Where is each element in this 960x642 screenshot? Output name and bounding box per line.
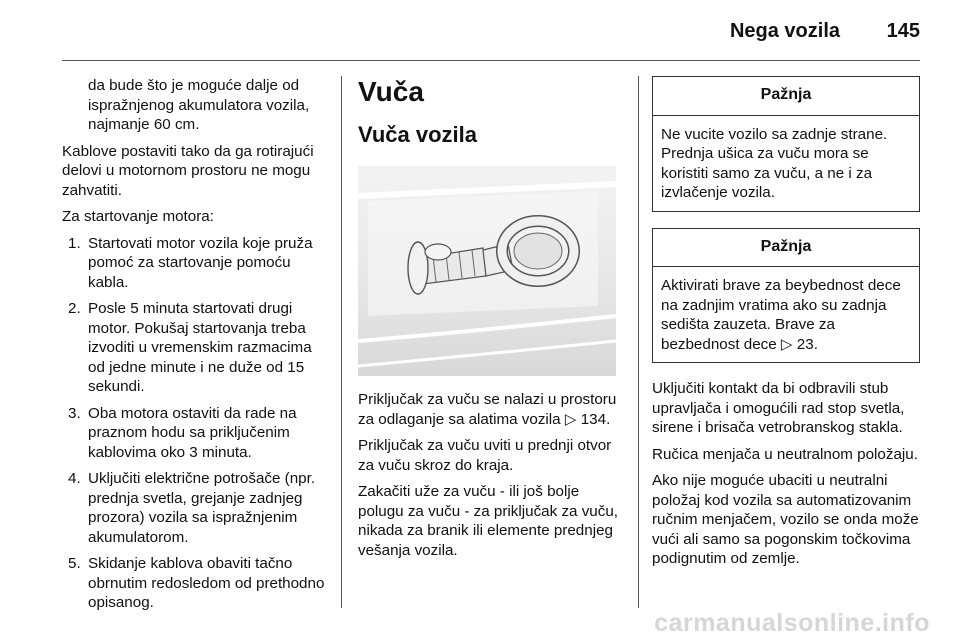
section-title: Nega vozila: [729, 20, 840, 42]
warning-box: [652, 76, 920, 212]
column-divider-left: [341, 76, 342, 608]
list-item: [62, 469, 330, 547]
intro-text: da bude što je moguće dalje od ispražnjenog akumulatora vozila, najmanje 60 cm.: [88, 77, 310, 133]
list-item: [62, 234, 330, 293]
list-item: [62, 299, 330, 397]
warning-title: Pažnja: [653, 229, 919, 268]
list-item: [62, 554, 330, 613]
right-column: [652, 76, 920, 576]
start-steps-list: [62, 234, 330, 613]
watermark: carmanualsonline.info: [654, 609, 930, 637]
middle-column: [358, 76, 626, 567]
step-text: Startovati motor vozila koje pruža pomoć za startovanje pomoću kabla.: [88, 234, 313, 291]
column-divider-right: [638, 76, 639, 608]
paragraph-tow-install: Priključak za vuču uviti u prednji otvor za vuču skroz do kraja.: [358, 437, 612, 474]
step-text: Oba motora ostaviti da rade na praznom hodu sa priključenim kablovima oko 3 minuta.: [88, 404, 297, 461]
step-number: 2.: [68, 300, 81, 317]
paragraph-automated-gearbox: Ako nije moguće ubaciti u neutralni položaj kod vozila sa automatizovanim ručnim menjačem, vozilo se onda može vući ali samo sa pogonskim točkovima podignutim od zemlje.: [652, 472, 919, 567]
warning-text: Ne vucite vozilo sa zadnje strane. Prednja ušica za vuču mora se koristiti samo za vuču, a ne i za izvlačenje vozila.: [661, 125, 888, 201]
header-rule: [62, 60, 920, 61]
towing-eye-icon: [358, 166, 616, 376]
step-text: Skidanje kablova obaviti tačno obrnutim redosledom od prethodno opisanog.: [88, 555, 325, 611]
step-number: 5.: [68, 555, 81, 572]
list-item: [62, 404, 330, 463]
paragraph-start-intro: Za startovanje motora:: [62, 208, 214, 225]
paragraph-tow-attach: Zakačiti uže za vuču - ili još bolje polugu za vuču - za priključak za vuču, nikada za branik ili elemente prednjeg vešanja vozila.: [358, 483, 619, 559]
warning-text: Aktivirati brave za beybednost dece na zadnjim vratima ako su zadnja sedišta zauzeta. Brave za bezbednost dece ▷ 23.: [661, 277, 901, 353]
step-number: 4.: [68, 470, 81, 487]
warning-title: Pažnja: [653, 77, 919, 116]
step-number: 3.: [68, 404, 81, 422]
warning-box: [652, 228, 920, 364]
step-number: 1.: [68, 234, 81, 252]
section-heading: Vuča vozila: [358, 122, 478, 147]
chapter-heading: Vuča: [358, 76, 424, 107]
paragraph-gear-neutral: Ručica menjača u neutralnom položaju.: [652, 445, 918, 463]
left-column: [62, 76, 330, 620]
paragraph-tow-location: Priključak za vuču se nalazi u prostoru za odlaganje sa alatima vozila ▷ 134.: [358, 391, 617, 428]
page-number: 145: [886, 20, 920, 42]
paragraph-ignition: Uključiti kontakt da bi odbravili stub upravljača i omogućili rad stop svetla, sirene i brisača vetrobranskog stakla.: [652, 380, 905, 436]
step-text: Uključiti električne potrošače (npr. prednja svetla, grejanje zadnjeg prozora) vozila sa ispražnjenim akumulatorom.: [88, 470, 316, 546]
page-header: [0, 0, 960, 60]
step-text: Posle 5 minuta startovati drugi motor. Pokušaj startovanja treba izvoditi u vremenskim razmacima od jedne minute i ne duže od 15 sekundi.: [88, 300, 312, 395]
towing-eye-illustration: [358, 166, 616, 376]
paragraph-cables: Kablove postaviti tako da ga rotirajući delovi u motornom prostoru ne mogu zahvatiti.: [62, 142, 314, 199]
